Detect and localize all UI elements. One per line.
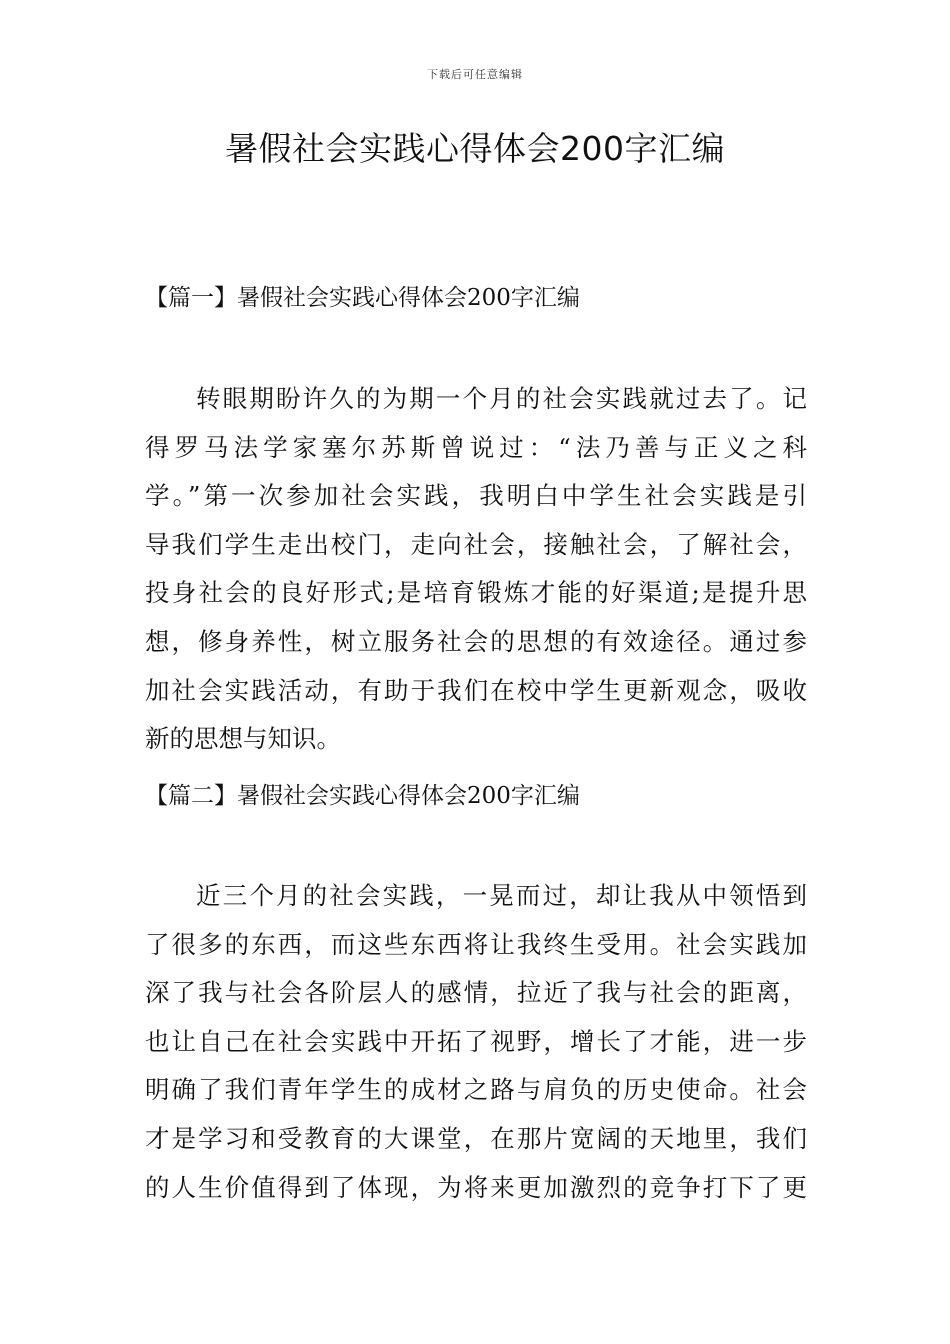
paragraph-line: 得罗马法学家塞尔苏斯曾说过：“法乃善与正义之科 xyxy=(145,432,807,462)
section-heading-1: 【篇一】暑假社会实践心得体会200字汇编 xyxy=(145,285,580,311)
paragraph-line: 了很多的东西，而这些东西将让我终生受用。社会实践加 xyxy=(145,929,807,959)
section-2-paragraph xyxy=(145,872,807,1212)
paragraph-line: 才是学习和受教育的大课堂，在那片宽阔的天地里，我们 xyxy=(145,1123,807,1153)
header-note: 下载后可任意编辑 xyxy=(427,68,523,81)
section-heading-2: 【篇二】暑假社会实践心得体会200字汇编 xyxy=(145,783,580,809)
paragraph-line: 明确了我们青年学生的成材之路与肩负的历史使命。社会 xyxy=(145,1075,807,1105)
paragraph-line: 新的思想与知识。 xyxy=(145,724,341,754)
paragraph-line: 导我们学生走出校门，走向社会，接触社会，了解社会， xyxy=(145,529,807,559)
document-title: 暑假社会实践心得体会200字汇编 xyxy=(225,129,725,168)
paragraph-line: 近三个月的社会实践，一晃而过，却让我从中领悟到 xyxy=(196,881,807,910)
paragraph-line: 加社会实践活动，有助于我们在校中学生更新观念，吸收 xyxy=(145,675,807,705)
paragraph-line: 深了我与社会各阶层人的感情，拉近了我与社会的距离， xyxy=(145,978,807,1008)
paragraph-line: 转眼期盼许久的为期一个月的社会实践就过去了。记 xyxy=(196,384,807,413)
section-1-paragraph xyxy=(145,375,807,764)
paragraph-line: 想，修身养性，树立服务社会的思想的有效途径。通过参 xyxy=(145,626,807,656)
paragraph-line: 学。”第一次参加社会实践，我明白中学生社会实践是引 xyxy=(145,481,807,511)
paragraph-line: 也让自己在社会实践中开拓了视野，增长了才能，进一步 xyxy=(145,1026,807,1056)
paragraph-line: 投身社会的良好形式;是培育锻炼才能的好渠道;是提升思 xyxy=(145,578,807,608)
paragraph-line: 的人生价值得到了体现，为将来更加激烈的竞争打下了更 xyxy=(145,1172,807,1202)
